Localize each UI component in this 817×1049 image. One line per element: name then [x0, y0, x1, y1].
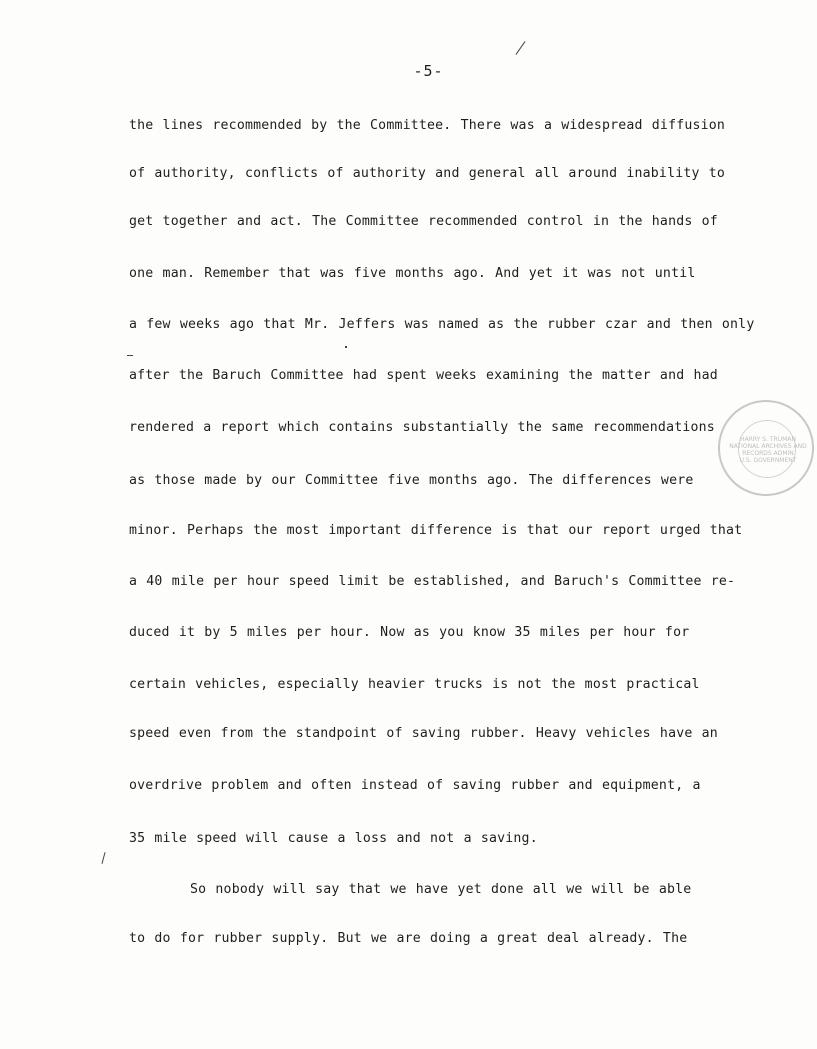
pen-mark-top — [516, 41, 526, 55]
text-line-1: the lines recommended by the Committee. There was a widespread diffusion — [129, 118, 726, 133]
archive-stamp-text — [720, 436, 816, 464]
pen-mark-left — [101, 852, 105, 864]
text-line-15: 35 mile speed will cause a loss and not a saving. — [129, 831, 538, 846]
text-line-6: after the Baruch Committee had spent weeks examining the matter and had — [129, 368, 718, 383]
text-line-13: speed even from the standpoint of saving rubber. Heavy vehicles have an — [129, 726, 718, 741]
archive-stamp — [718, 400, 814, 496]
text-line-2: of authority, conflicts of authority and general all around inability to — [129, 166, 726, 181]
text-line-12: certain vehicles, especially heavier trucks is not the most practical — [129, 677, 700, 692]
stamp-bottom-text: U.S. GOVERNMENT — [739, 457, 797, 464]
text-line-14: overdrive problem and often instead of saving rubber and equipment, a — [129, 778, 701, 793]
stamp-top-text: HARRY S. TRUMAN — [740, 436, 796, 443]
text-line-11: duced it by 5 miles per hour. Now as you know 35 miles per hour for — [129, 625, 690, 640]
text-line-17: to do for rubber supply. But we are doing a great deal already. The — [129, 931, 688, 946]
text-line-5: a few weeks ago that Mr. Jeffers was named as the rubber czar and then only — [129, 317, 755, 332]
text-line-8: as those made by our Committee five months ago. The differences were — [129, 473, 694, 488]
pen-mark-dash — [127, 355, 133, 356]
page-number: -5- — [413, 62, 444, 80]
text-line-7: rendered a report which contains substantially the same recommendations — [129, 420, 715, 435]
stamp-middle-text: NATIONAL ARCHIVES AND RECORDS ADMIN — [729, 443, 807, 457]
text-line-9: minor. Perhaps the most important difference is that our report urged that — [129, 523, 743, 538]
ink-dot — [345, 346, 347, 348]
text-line-10: a 40 mile per hour speed limit be established, and Baruch's Committee re- — [129, 574, 736, 589]
text-line-16: So nobody will say that we have yet done all we will be able — [190, 882, 692, 897]
text-line-3: get together and act. The Committee recommended control in the hands of — [129, 214, 718, 229]
text-line-4: one man. Remember that was five months ago. And yet it was not until — [129, 266, 696, 281]
